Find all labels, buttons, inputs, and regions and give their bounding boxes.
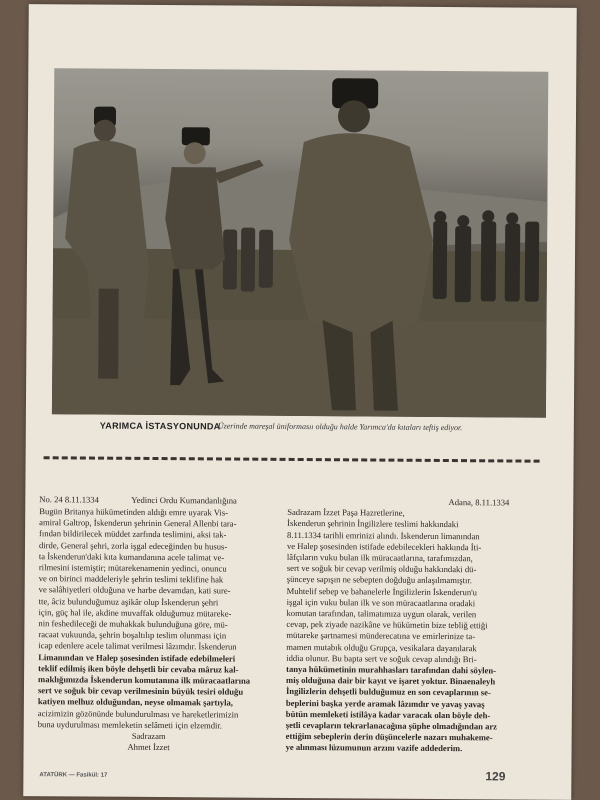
right-column-text-line: lâfçıların vuku bulan ilk müracaatlarına, tarafımızdan, (286, 551, 473, 564)
photo-caption-title: YARIMCA İSTASYONUNDA (99, 420, 221, 432)
left-column-text-line: amiral Galtrop, İskenderun şehrinin General Allenbi tara- (39, 517, 237, 529)
left-column-text-line: rilmesini istemiştir; mütarekenamenin yedinci, onuncu (38, 562, 227, 574)
magazine-page (23, 4, 577, 800)
right-column-text-line: miş olduğuna dair bir kayıt ve işaret yoktur. Binaenaleyh (286, 675, 496, 687)
right-column-text-line: tanya hükümetinin murahhasları tarafından dahi söylen- (286, 663, 497, 676)
left-column-text-line: ta İskenderun'daki kıta kumandanına acele talimat ve- (38, 550, 225, 563)
left-column-text-line: dirde, General şehri, zorla işgal edeceğinden bu husus- (38, 539, 228, 552)
right-column-text-line: komutan tarafından, talimatımıza uygun olarak, verilen (286, 607, 477, 620)
right-column-text-line: mamen mutabık olduğu Grupça, vesikalara dayanılarak (286, 641, 477, 653)
left-column-text-line: acizimizin gözönünde bulundurulması ve hareketlerimizin (37, 707, 239, 720)
left-column-text-line: için, güç hal ile, akdine muvaffak olduğumuz mütareke- (38, 607, 232, 619)
telegram-header-left (39, 494, 261, 508)
signature-name: Ahmet İzzet (127, 742, 170, 753)
left-column-text-line: sert ve soğuk bir cevap verilmesinin büyük tesiri olduğu (37, 685, 244, 697)
left-column-text-line: ve salâhiyetleri olduğuna ve harbe devamdan, kati sure- (38, 584, 231, 596)
right-column-text-line: şetli cevapların tekrarlanacağına şüphe olmadığından arz (285, 719, 498, 732)
signature-title: Sadrazam (131, 730, 166, 742)
left-column-text-line: Limanından ve Halep şosesinden istifade edebilmeleri (38, 651, 236, 664)
left-column-text-line: nin feshedileceği de muhakkak bulunduğuna göre, mü- (38, 618, 228, 630)
telegram-place-date: Adana, 8.11.1334 (448, 497, 510, 508)
photo-troops-inspection (52, 68, 548, 417)
left-column-text-line: racaat vukuunda, şehrin boşaltılıp teslim olunması için (38, 629, 227, 641)
left-column-text-line: tte, âciz bulunduğumuz aşikâr olup İskenderun şehri (38, 595, 219, 608)
left-column-text-line: katiyen melhuz olduğundan, neyse olmamak şartıyla, (37, 696, 233, 708)
right-column-text-line: ve Halep şosesinden istifade edebilecekleri hakkında İti- (286, 540, 482, 553)
photo-illustration (52, 68, 548, 417)
left-column-text-line: buna uydurulması memleketin selâmeti için elzemdir. (37, 719, 223, 731)
right-column-text-line: cevap, pek ziyade nazikâne ve hükümetin bize tebliğ ettiği (286, 619, 488, 631)
telegram-addressee: Yedinci Ordu Kumandanlığına (131, 494, 237, 506)
right-column-text-line: ye alınması lüzumunun arzını vazife addederim. (285, 742, 463, 754)
left-column-text-line: fından bildirilecek müddet zarfında teslimini, aksi tak- (39, 528, 227, 540)
left-telegram-body (38, 506, 262, 732)
right-column-text-line: 8.11.1334 tarihli emrinizi alındı. İskenderun limanından (287, 529, 480, 541)
telegram-number-date: No. 24 8.11.1334 (39, 494, 99, 505)
dashed-divider (44, 456, 540, 462)
right-column-text-line: Muhtelif sebep ve bahanelerle İngilizlerin İskenderun'u (286, 585, 478, 597)
left-column-text-line: icap edenlere acele talimat verilmesi lâzımdır. İskenderun (38, 640, 237, 653)
footer-publication: ATATÜRK — Fasikül: 17 (39, 772, 108, 779)
left-column-text-line: maklığımızda İskenderun komutanına ilk müracaatlarına (38, 674, 251, 686)
right-column-text-line: bütün memleketi istilâya kadar varacak olan böyle deh- (285, 708, 491, 721)
right-column-text-line: ettiğim sebeplerin derin düşüncelerle nazarı muhakeme- (285, 731, 493, 743)
left-column-telegram (38, 494, 262, 754)
left-column-text-line: ve on birinci maddeleriyle şehrin teslimi teklifine hak (38, 573, 224, 585)
right-column-text-line: mütareke şartnamesi münderecatına ve emirlerinize ta- (286, 630, 476, 642)
right-column-text-line: şünceye sapışın ne sebepten doğduğu anlaşılmamıştır. (286, 574, 473, 586)
right-column-text-line: İngilizlerin dehşetli bulduğumuz en son cevaplarının se- (285, 686, 491, 698)
right-column-text-line: sert ve soğuk bir cevap verilmiş olduğu hakkındaki dü- (286, 563, 477, 575)
right-column-text-line: beplerini başka yerde aramak lâzımdır ve yavaş yavaş (285, 697, 485, 709)
right-column-telegram (286, 496, 510, 755)
photo-caption-text: Üzerinde mareşal üniformasıı olduğu halde Yarımca'da kıtaları teftiş ediyor. (217, 421, 463, 433)
right-column-text-line: işgal için vuku bulan ilk ve son müracaatlarına oradaki (286, 596, 476, 609)
telegram-addressee-right: Sadrazam İzzet Paşa Hazretlerine, (287, 507, 405, 518)
page-number: 129 (485, 769, 506, 784)
right-column-text-line: iddia olunur. Bu bapta sert ve soğuk cevap alındığı Bri- (286, 652, 477, 665)
left-column-text-line: Bugün Britanya hükümetinden aldığı emre uyarak Vis- (39, 506, 229, 518)
right-telegram-body (286, 518, 510, 755)
left-column-text-line: teklif edilmiş iken böyle dehşetli bir cevaba mâruz kal- (38, 663, 239, 675)
right-column-text-line: İskenderun şehrinin İngilizlere teslimi hakkındaki (287, 518, 459, 530)
